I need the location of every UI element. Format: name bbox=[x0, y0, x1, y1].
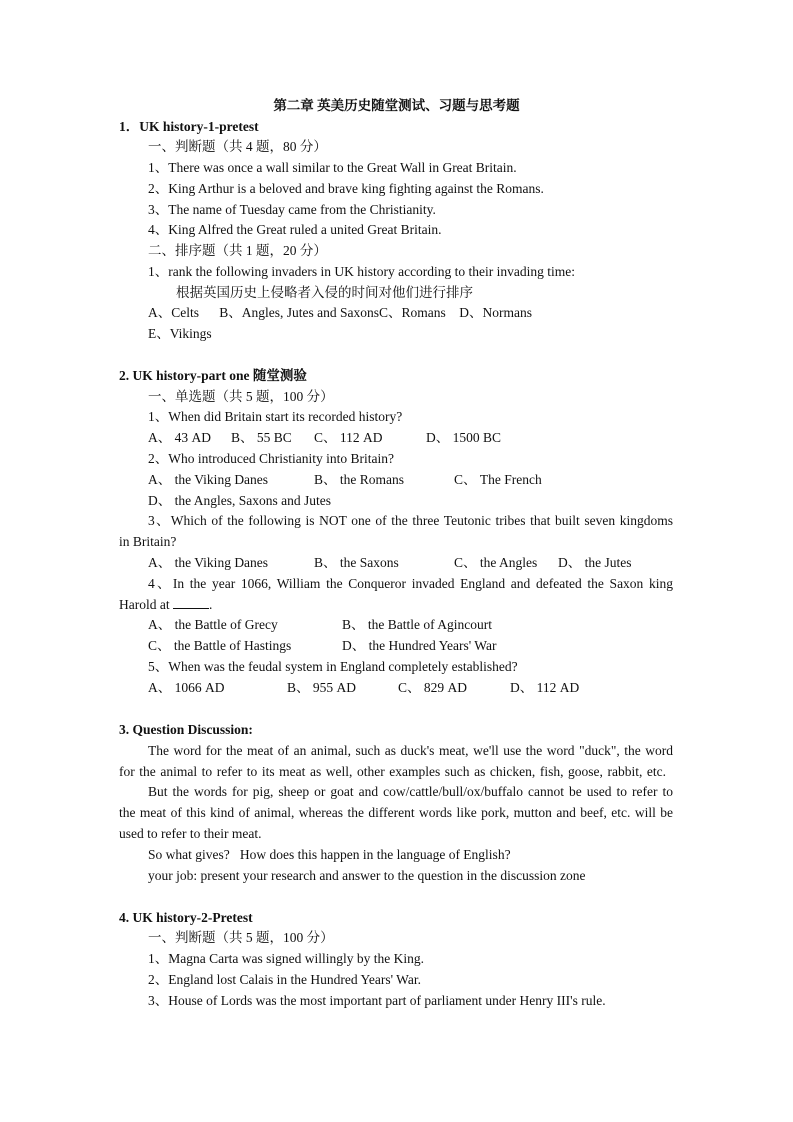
answer-blank bbox=[173, 596, 209, 609]
answer-option: D、 the Jutes bbox=[558, 555, 632, 570]
s2-question-4-line-2 bbox=[119, 595, 212, 615]
discussion-paragraph-line: used to refer to their meat. bbox=[119, 826, 262, 841]
s1-question: 1、There was once a wall similar to the Great Wall in Great Britain. bbox=[148, 160, 517, 175]
answer-option: B、 the Romans bbox=[314, 472, 404, 487]
s2-question-2: 2、Who introduced Christianity into Britain? bbox=[148, 451, 394, 466]
s2-question-3-line-2: in Britain? bbox=[119, 534, 177, 549]
page-title: 第二章 英美历史随堂测试、习题与思考题 bbox=[273, 98, 520, 113]
s2-question-5: 5、When was the feudal system in England completely established? bbox=[148, 659, 518, 674]
s4-question: 3、House of Lords was the most important part of parliament under Henry III's rule. bbox=[148, 993, 606, 1008]
answer-option: D、 the Angles, Saxons and Jutes bbox=[148, 493, 331, 508]
answer-option: D、 the Hundred Years' War bbox=[342, 638, 497, 653]
s1-rank-question: 1、rank the following invaders in UK history according to their invading time: bbox=[148, 264, 576, 279]
s2-subheading-single-choice: 一、单选题（共 5 题，100 分） bbox=[148, 389, 334, 404]
discussion-task: your job: present your research and answer to the question in the discussion zone bbox=[148, 868, 586, 883]
section-3-heading: 3. Question Discussion: bbox=[119, 722, 253, 737]
answer-option: A、 the Viking Danes bbox=[148, 555, 269, 570]
answer-option: A、 the Battle of Grecy bbox=[148, 617, 278, 632]
s2-question-4-line-1: 4、In the year 1066, William the Conqueror invaded England and defeated the Saxon king bbox=[148, 576, 673, 591]
answer-option: D、 112 AD bbox=[510, 680, 580, 695]
s1-question: 3、The name of Tuesday came from the Christianity. bbox=[148, 202, 436, 217]
answer-option: C、 112 AD bbox=[314, 430, 383, 445]
section-1-heading: 1．UK history-1-pretest bbox=[119, 119, 259, 134]
answer-option: C、 the Battle of Hastings bbox=[148, 638, 292, 653]
s4-question: 2、England lost Calais in the Hundred Years' War. bbox=[148, 972, 421, 987]
s1-question: 2、King Arthur is a beloved and brave king fighting against the Romans. bbox=[148, 181, 544, 196]
answer-option: B、 the Battle of Agincourt bbox=[342, 617, 492, 632]
q4-suffix: . bbox=[208, 597, 213, 612]
s1-rank-options: A、Celts B、Angles, Jutes and SaxonsC、Romans D、Normans bbox=[148, 305, 532, 320]
discussion-question: So what gives? How does this happen in the language of English? bbox=[148, 847, 511, 862]
discussion-paragraph-line: the meat of this kind of animal, whereas the different words like pork, mutton and beef, etc. will be bbox=[119, 805, 673, 820]
section-2-heading: 2. UK history-part one 随堂测验 bbox=[119, 368, 307, 383]
s1-subheading-ordering: 二、排序题（共 1 题，20 分） bbox=[148, 243, 327, 258]
answer-option: B、 55 BC bbox=[231, 430, 292, 445]
answer-option: C、 The French bbox=[454, 472, 542, 487]
discussion-paragraph-line: for the animal to refer to its meat as well, other examples such as chicken, fish, goose, rabbit, etc. bbox=[119, 764, 666, 779]
s2-question-1: 1、When did Britain start its recorded history? bbox=[148, 409, 403, 424]
section-4-heading: 4. UK history-2-Pretest bbox=[119, 910, 253, 925]
s1-subheading-true-false: 一、判断题（共 4 题，80 分） bbox=[148, 139, 327, 154]
s1-rank-option-e: E、Vikings bbox=[148, 326, 212, 341]
q4-prefix: Harold at bbox=[119, 597, 170, 612]
discussion-paragraph-line: But the words for pig, sheep or goat and cow/cattle/bull/ox/buffalo cannot be used to refer to bbox=[148, 784, 673, 799]
discussion-paragraph-line: The word for the meat of an animal, such as duck's meat, we'll use the word "duck", the word bbox=[148, 743, 673, 758]
answer-option: B、 955 AD bbox=[287, 680, 357, 695]
s1-question: 4、King Alfred the Great ruled a united Great Britain. bbox=[148, 222, 442, 237]
s1-rank-question-chinese: 根据英国历史上侵略者入侵的时间对他们进行排序 bbox=[176, 285, 473, 300]
s4-subheading-true-false: 一、判断题（共 5 题，100 分） bbox=[148, 930, 334, 945]
answer-option: C、 829 AD bbox=[398, 680, 468, 695]
answer-option: B、 the Saxons bbox=[314, 555, 399, 570]
s4-question: 1、Magna Carta was signed willingly by the King. bbox=[148, 951, 424, 966]
answer-option: A、 1066 AD bbox=[148, 680, 225, 695]
answer-option: C、 the Angles bbox=[454, 555, 538, 570]
s2-question-3-line-1: 3、Which of the following is NOT one of the three Teutonic tribes that built seven kingdoms bbox=[148, 513, 673, 528]
answer-option: A、 the Viking Danes bbox=[148, 472, 269, 487]
answer-option: D、 1500 BC bbox=[426, 430, 502, 445]
answer-option: A、 43 AD bbox=[148, 430, 211, 445]
